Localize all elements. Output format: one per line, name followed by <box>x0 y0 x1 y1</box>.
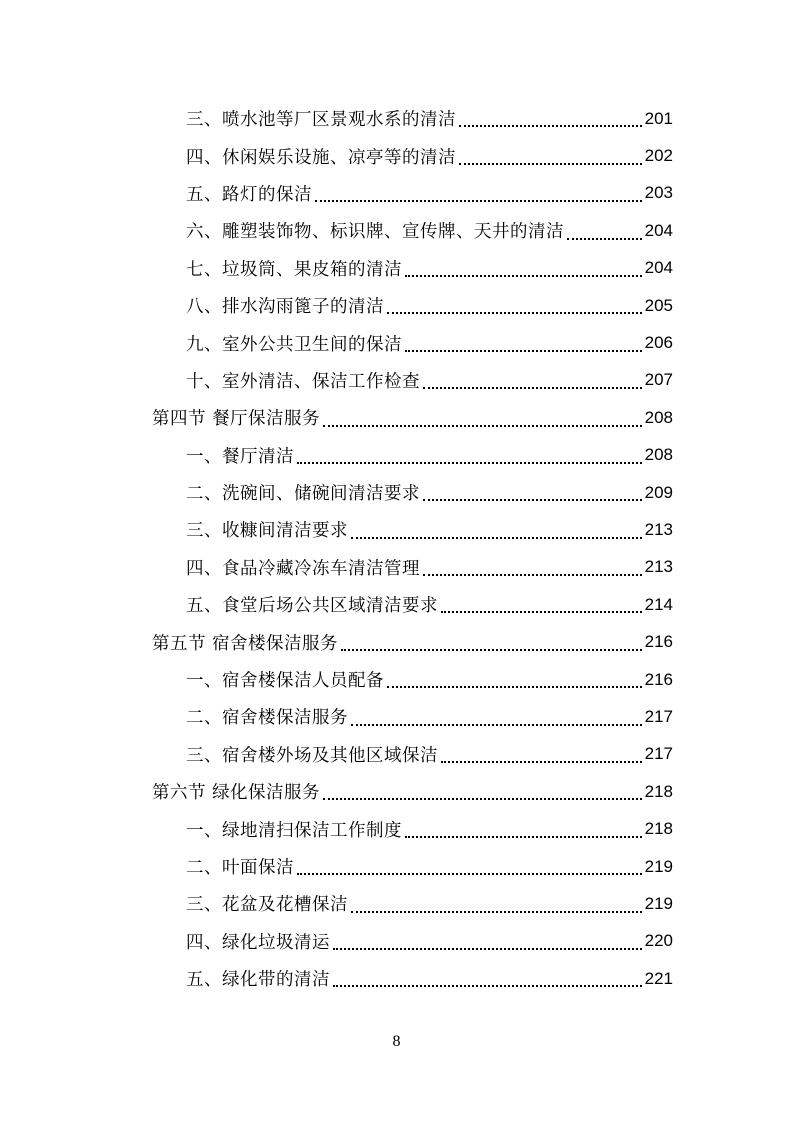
toc-entry-title: 九、室外公共卫生间的保洁 <box>186 334 402 355</box>
toc-entry-title: 五、食堂后场公共区域清洁要求 <box>186 596 438 617</box>
toc-entry-page-number: 208 <box>644 407 673 427</box>
dot-leader <box>315 200 642 202</box>
toc-entry-title: 三、收糠间清洁要求 <box>186 521 348 542</box>
toc-entry-page-number: 208 <box>644 445 673 465</box>
toc-entry-title: 四、绿化垃圾清运 <box>186 932 330 953</box>
toc-section-entry[interactable] <box>0 773 793 810</box>
dot-leader <box>333 985 642 987</box>
toc-entry[interactable] <box>0 511 793 548</box>
toc-entry-title: 三、宿舍楼外场及其他区域保洁 <box>186 745 438 766</box>
toc-entry[interactable] <box>0 960 793 997</box>
dot-leader <box>423 387 642 389</box>
dot-leader <box>423 499 642 501</box>
toc-entry-page-number: 203 <box>644 183 673 203</box>
toc-entry[interactable] <box>0 885 793 922</box>
toc-entry-title: 二、洗碗间、储碗间清洁要求 <box>186 484 420 505</box>
toc-entry-page-number: 204 <box>644 220 673 240</box>
toc-entry[interactable] <box>0 810 793 847</box>
toc-entry-title: 六、雕塑装饰物、标识牌、宣传牌、天井的清洁 <box>186 222 564 243</box>
dot-leader <box>405 275 642 277</box>
toc-entry-title: 三、花盆及花槽保洁 <box>186 895 348 916</box>
toc-entry-page-number: 202 <box>644 146 673 166</box>
toc-entry-page-number: 209 <box>644 482 673 502</box>
dot-leader <box>405 836 642 838</box>
toc-entry-title: 一、宿舍楼保洁人员配备 <box>186 671 384 692</box>
page-number: 8 <box>392 1033 401 1050</box>
toc-entry-page-number: 205 <box>644 295 673 315</box>
toc-entry-page-number: 218 <box>644 781 673 801</box>
dot-leader <box>423 574 642 576</box>
toc-entry[interactable] <box>0 474 793 511</box>
dot-leader <box>323 798 642 800</box>
dot-leader <box>341 649 642 651</box>
toc-entry-page-number: 214 <box>644 594 673 614</box>
toc-entry[interactable] <box>0 212 793 249</box>
dot-leader <box>333 948 642 950</box>
toc-entry[interactable] <box>0 437 793 474</box>
toc-entry-page-number: 206 <box>644 333 673 353</box>
toc-entry-page-number: 207 <box>644 370 673 390</box>
toc-entry-title: 十、室外清洁、保洁工作检查 <box>186 371 420 392</box>
toc-entry-page-number: 201 <box>644 108 673 128</box>
toc-entry-title: 三、喷水池等厂区景观水系的清洁 <box>186 110 456 131</box>
dot-leader <box>387 312 642 314</box>
dot-leader <box>323 425 642 427</box>
toc-entry[interactable] <box>0 175 793 212</box>
toc-entry[interactable] <box>0 736 793 773</box>
toc-entry[interactable] <box>0 100 793 137</box>
toc-entry[interactable] <box>0 698 793 735</box>
toc-entry-title: 八、排水沟雨篦子的清洁 <box>186 297 384 318</box>
dot-leader <box>459 125 642 127</box>
toc-entry[interactable] <box>0 848 793 885</box>
dot-leader <box>567 238 642 240</box>
dot-leader <box>405 350 642 352</box>
toc-section-entry[interactable] <box>0 623 793 660</box>
toc-entry[interactable] <box>0 287 793 324</box>
toc-entry-page-number: 216 <box>644 669 673 689</box>
toc-entry[interactable] <box>0 549 793 586</box>
toc-entry-page-number: 213 <box>644 519 673 539</box>
toc-entry-page-number: 217 <box>644 706 673 726</box>
toc-entry[interactable] <box>0 362 793 399</box>
dot-leader <box>387 686 642 688</box>
toc-entry-title: 七、垃圾筒、果皮箱的清洁 <box>186 259 402 280</box>
toc-entry-title: 四、食品冷藏冷冻车清洁管理 <box>186 558 420 579</box>
dot-leader <box>351 911 642 913</box>
dot-leader <box>351 537 642 539</box>
toc-entry-title: 一、绿地清扫保洁工作制度 <box>186 820 402 841</box>
dot-leader <box>351 724 642 726</box>
toc-section-entry[interactable] <box>0 399 793 436</box>
toc-entry-title: 四、休闲娱乐设施、凉亭等的清洁 <box>186 147 456 168</box>
table-of-contents <box>0 100 793 997</box>
toc-entry-page-number: 221 <box>644 968 673 988</box>
toc-entry[interactable] <box>0 250 793 287</box>
dot-leader <box>441 611 642 613</box>
toc-entry-page-number: 204 <box>644 258 673 278</box>
toc-entry-page-number: 219 <box>644 856 673 876</box>
toc-entry-title: 第四节 餐厅保洁服务 <box>152 409 321 430</box>
toc-entry-page-number: 213 <box>644 557 673 577</box>
toc-entry-page-number: 218 <box>644 819 673 839</box>
toc-entry-title: 第五节 宿舍楼保洁服务 <box>152 633 339 654</box>
toc-entry-title: 五、绿化带的清洁 <box>186 970 330 991</box>
dot-leader <box>297 462 642 464</box>
toc-entry-title: 二、宿舍楼保洁服务 <box>186 708 348 729</box>
toc-entry[interactable] <box>0 586 793 623</box>
toc-entry-title: 五、路灯的保洁 <box>186 184 312 205</box>
toc-entry-page-number: 220 <box>644 931 673 951</box>
toc-entry-title: 第六节 绿化保洁服务 <box>152 783 321 804</box>
toc-entry-page-number: 219 <box>644 893 673 913</box>
toc-entry[interactable] <box>0 923 793 960</box>
toc-entry-title: 一、餐厅清洁 <box>186 446 294 467</box>
toc-entry[interactable] <box>0 137 793 174</box>
toc-entry-page-number: 216 <box>644 632 673 652</box>
toc-entry-title: 二、叶面保洁 <box>186 858 294 878</box>
toc-entry[interactable] <box>0 324 793 361</box>
toc-entry[interactable] <box>0 661 793 698</box>
toc-entry-page-number: 217 <box>644 744 673 764</box>
dot-leader <box>441 761 642 763</box>
dot-leader <box>459 163 642 165</box>
dot-leader <box>297 873 642 875</box>
